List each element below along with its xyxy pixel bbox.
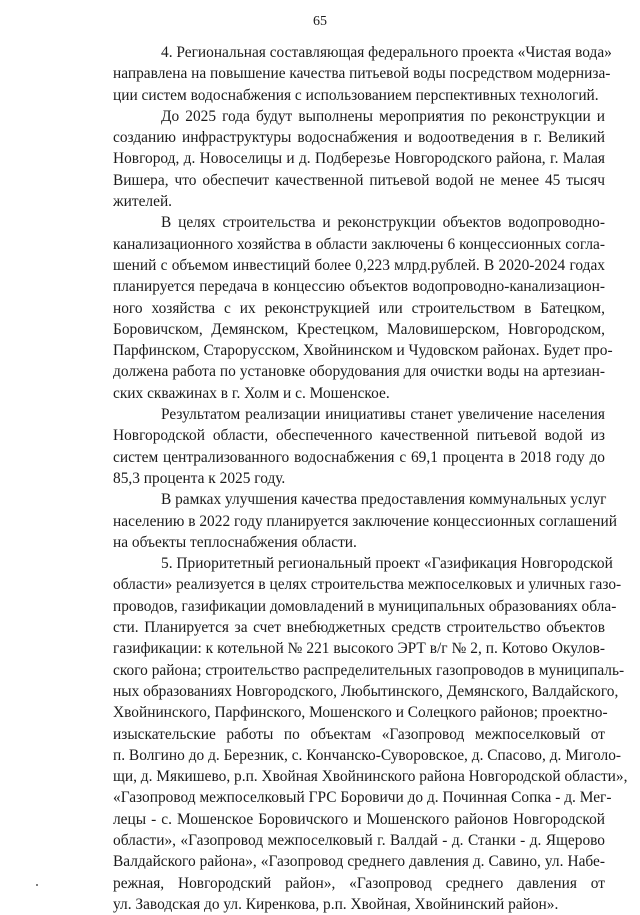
paragraph-gasification bbox=[113, 553, 628, 915]
text-line: Боровичском, Демянском, Крестецком, Маловишерском, Новгородском, bbox=[113, 320, 605, 338]
paragraph-concessions bbox=[113, 212, 613, 404]
page-number: 65 bbox=[313, 14, 327, 29]
text-line: 85,3 процента к 2025 году. bbox=[113, 469, 286, 487]
text-line: 5. Приоритетный региональный проект «Газификация Новгородской bbox=[161, 555, 613, 573]
text-line: п. Волгино до д. Березник, с. Кончанско-Суворовское, д. Спасово, д. Миголо- bbox=[113, 746, 622, 764]
text-line: До 2025 года будут выполнены мероприятия по реконструкции и bbox=[161, 107, 605, 125]
text-line: ских скважинах в г. Холм и с. Мошенское. bbox=[113, 384, 390, 402]
document-body bbox=[113, 42, 628, 915]
text-line: области», «Газопровод межпоселковый г. Валдай - д. Станки - д. Ящерово bbox=[113, 831, 605, 849]
paragraph-utilities bbox=[113, 489, 617, 553]
text-line: ул. Заводская до ул. Киренкова, р.п. Хвойная, Хвойнинский район». bbox=[113, 895, 559, 913]
text-line: изыскательские работы по объектам «Газопровод межпоселковый от bbox=[113, 725, 605, 743]
text-line: лецы - с. Мошенское Боровичского и Мошенского районов Новгородской bbox=[113, 810, 605, 828]
text-line: систем централизованного водоснабжения с 69,1 процента в 2018 году до bbox=[113, 448, 605, 466]
scan-speck bbox=[36, 884, 38, 886]
text-line: Хвойнинского, Парфинского, Мошенского и Солецкого районов; проектно- bbox=[113, 704, 608, 722]
text-line: ного хозяйства с их реконструкцией или строительством в Батецком, bbox=[113, 299, 605, 317]
text-line: ского района; строительство распределительных газопроводов в муниципаль- bbox=[113, 661, 625, 679]
text-line: населению в 2022 году планируется заключение концессионных соглашений bbox=[113, 512, 617, 530]
text-line: В целях строительства и реконструкции объектов водопроводно- bbox=[161, 214, 605, 232]
text-line: 4. Региональная составляющая федерального проекта «Чистая вода» bbox=[161, 44, 612, 61]
text-line: щи, д. Мякишево, р.п. Хвойная Хвойнинского района Новгородской области», bbox=[113, 768, 628, 786]
paragraph-initiative-result bbox=[113, 404, 605, 489]
text-line: планируется передача в концессию объектов водопроводно-канализацион- bbox=[113, 278, 605, 296]
text-line: Результатом реализации инициативы станет увеличение населения bbox=[161, 406, 605, 424]
text-line: ции систем водоснабжения с использованием перспективных технологий. bbox=[113, 86, 599, 104]
text-line: на объекты теплоснабжения области. bbox=[113, 533, 357, 551]
text-line: проводов, газификации домовладений в муниципальных образованиях обла- bbox=[113, 597, 617, 615]
text-line: Вишера, что обеспечит качественной питьевой водой не менее 45 тысяч bbox=[113, 171, 605, 189]
text-line: Валдайского района», «Газопровод среднего давления д. Савино, ул. Набе- bbox=[113, 853, 605, 871]
text-line: должена работа по установке оборудования для очистки воды на артезиан- bbox=[113, 363, 605, 381]
paragraph-clean-water bbox=[113, 42, 612, 106]
text-line: Парфинском, Старорусском, Хвойнинском и Чудовском районах. Будет про- bbox=[113, 342, 613, 360]
text-line: Новгород, д. Новоселицы и д. Подберезье Новгородского района, г. Малая bbox=[113, 150, 605, 168]
text-line: В рамках улучшения качества предоставления коммунальных услуг bbox=[161, 491, 607, 509]
text-line: газификации: к котельной № 221 высокого ЭРТ в/г № 2, п. Котово Окулов- bbox=[113, 640, 605, 658]
paragraph-until-2025 bbox=[113, 106, 605, 212]
text-line: созданию инфраструктуры водоснабжения и водоотведения в г. Великий bbox=[113, 129, 605, 147]
text-line: режная, Новгородский район», «Газопровод среднего давления от bbox=[113, 874, 605, 892]
text-line: Новгородской области, обеспеченного качественной питьевой водой из bbox=[113, 427, 605, 445]
text-line: направлена на повышение качества питьевой воды посредством модерниза- bbox=[113, 65, 611, 83]
text-line: жителей. bbox=[113, 193, 173, 211]
text-line: шений с объемом инвестиций более 0,223 млрд.рублей. В 2020-2024 годах bbox=[113, 256, 605, 274]
text-line: сти. Планируется за счет внебюджетных средств строительство объектов bbox=[113, 619, 605, 637]
text-line: «Газопровод межпоселковый ГРС Боровичи до д. Починная Сопка - д. Мег- bbox=[113, 789, 612, 807]
text-line: ных образованиях Новгородского, Любытинского, Демянского, Валдайского, bbox=[113, 682, 619, 700]
text-line: канализационного хозяйства в области заключены 6 концессионных согла- bbox=[113, 235, 605, 253]
text-line: области» реализуется в целях строительства межпоселковых и уличных газо- bbox=[113, 576, 622, 594]
